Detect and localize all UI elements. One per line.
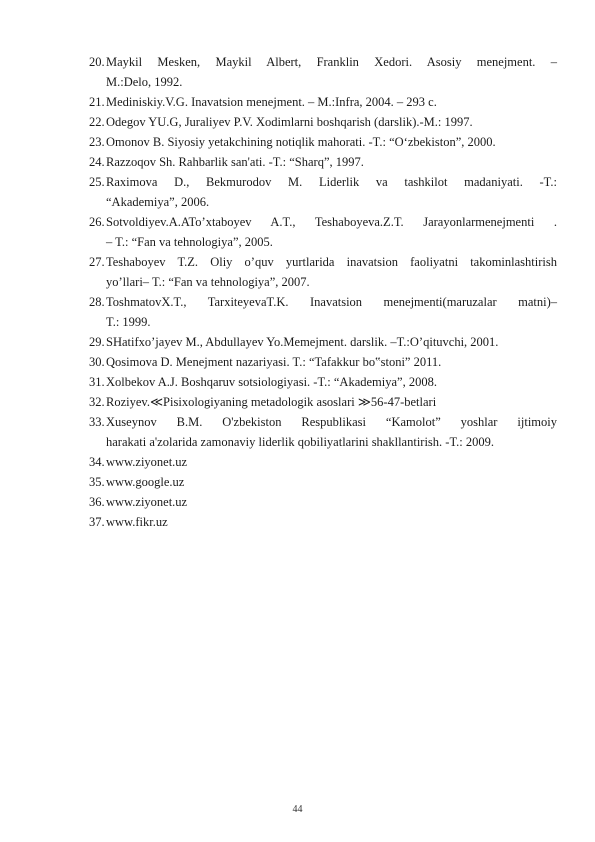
reference-number: 22. — [89, 115, 105, 129]
reference-item — [89, 352, 557, 372]
reference-number: 23. — [89, 135, 105, 149]
reference-number: 25. — [89, 175, 105, 189]
reference-text-continuation: T.: 1999. — [106, 315, 151, 329]
reference-number: 31. — [89, 375, 105, 389]
reference-text: Sotvoldiyev.A.ATo’xtaboyev A.T., Teshaboyeva.Z.T. Jarayonlarmenejmenti . — [106, 215, 557, 229]
reference-item — [89, 172, 557, 212]
reference-text: Xuseynov B.M. O'zbekiston Respublikasi “Kamolot” yoshlar ijtimoiy — [106, 415, 557, 429]
reference-text: Raximova D., Bekmurodov M. Liderlik va tashkilot madaniyati. -T.: — [106, 175, 557, 189]
reference-text: Teshaboyev T.Z. Oliy o’quv yurtlarida inavatsion faoliyatni takominlashtirish — [106, 255, 557, 269]
reference-item — [89, 392, 557, 412]
reference-text-continuation: M.:Delo, 1992. — [106, 75, 183, 89]
reference-item — [89, 112, 557, 132]
reference-number: 36. — [89, 495, 105, 509]
reference-item — [89, 132, 557, 152]
reference-text: Xolbekov A.J. Boshqaruv sotsiologiyasi. -T.: “Akademiya”, 2008. — [106, 375, 437, 389]
reference-text: ToshmatovX.T., TarxiteyevaT.K. Inavatsion menejmenti(maruzalar matni)– — [106, 295, 557, 309]
reference-number: 24. — [89, 155, 105, 169]
reference-number: 28. — [89, 295, 105, 309]
reference-text-continuation: “Akademiya”, 2006. — [106, 195, 210, 209]
reference-number: 26. — [89, 215, 105, 229]
reference-text: Odegov YU.G, Juraliyev P.V. Xodimlarni boshqarish (darslik).-M.: 1997. — [106, 115, 473, 129]
reference-text: Omonov B. Siyosiy yetakchining notiqlik mahorati. -T.: “O‘zbekiston”, 2000. — [106, 135, 496, 149]
reference-text: Maykil Mesken, Maykil Albert, Franklin Xedori. Asosiy menejment. – — [106, 55, 557, 69]
reference-item — [89, 152, 557, 172]
reference-number: 37. — [89, 515, 105, 529]
reference-number: 29. — [89, 335, 105, 349]
reference-number: 32. — [89, 395, 105, 409]
reference-number: 33. — [89, 415, 105, 429]
reference-text: Roziyev.≪Pisixologiyaning metadologik asoslari ≫56-47-betlari — [106, 395, 437, 409]
reference-item — [89, 512, 557, 532]
reference-text: Razzoqov Sh. Rahbarlik san'ati. -T.: “Sharq”, 1997. — [106, 155, 364, 169]
reference-text: www.google.uz — [106, 475, 185, 489]
reference-item — [89, 252, 557, 292]
reference-item — [89, 292, 557, 332]
reference-text: Qosimova D. Menejment nazariyasi. T.: “Tafakkur bo‟stoni” 2011. — [106, 355, 442, 369]
reference-item — [89, 372, 557, 392]
reference-text: www.fikr.uz — [106, 515, 168, 529]
reference-item — [89, 412, 557, 452]
reference-item — [89, 492, 557, 512]
reference-text-continuation: – T.: “Fan va tehnologiya”, 2005. — [106, 235, 273, 249]
reference-item — [89, 452, 557, 472]
reference-item — [89, 472, 557, 492]
reference-item — [89, 92, 557, 112]
reference-text-continuation: harakati a'zolarida zamonaviy liderlik qobiliyatlarini shakllantirish. -T.: 2009. — [106, 435, 495, 449]
reference-text: Mediniskiy.V.G. Inavatsion menejment. – M.:Infra, 2004. – 293 с. — [106, 95, 437, 109]
reference-number: 35. — [89, 475, 105, 489]
reference-number: 30. — [89, 355, 105, 369]
reference-text: SHatifxo’jayev M., Abdullayev Yo.Memejment. darslik. –T.:O’qituvchi, 2001. — [106, 335, 499, 349]
reference-number: 21. — [89, 95, 105, 109]
reference-item — [89, 52, 557, 92]
reference-number: 20. — [89, 55, 105, 69]
page-number: 44 — [292, 804, 303, 815]
reference-text-continuation: yo’llari– T.: “Fan va tehnologiya”, 2007. — [106, 275, 310, 289]
reference-text: www.ziyonet.uz — [106, 495, 188, 509]
reference-number: 27. — [89, 255, 105, 269]
reference-list — [89, 52, 557, 532]
reference-item — [89, 332, 557, 352]
reference-item — [89, 212, 557, 252]
reference-text: www.ziyonet.uz — [106, 455, 188, 469]
reference-number: 34. — [89, 455, 105, 469]
